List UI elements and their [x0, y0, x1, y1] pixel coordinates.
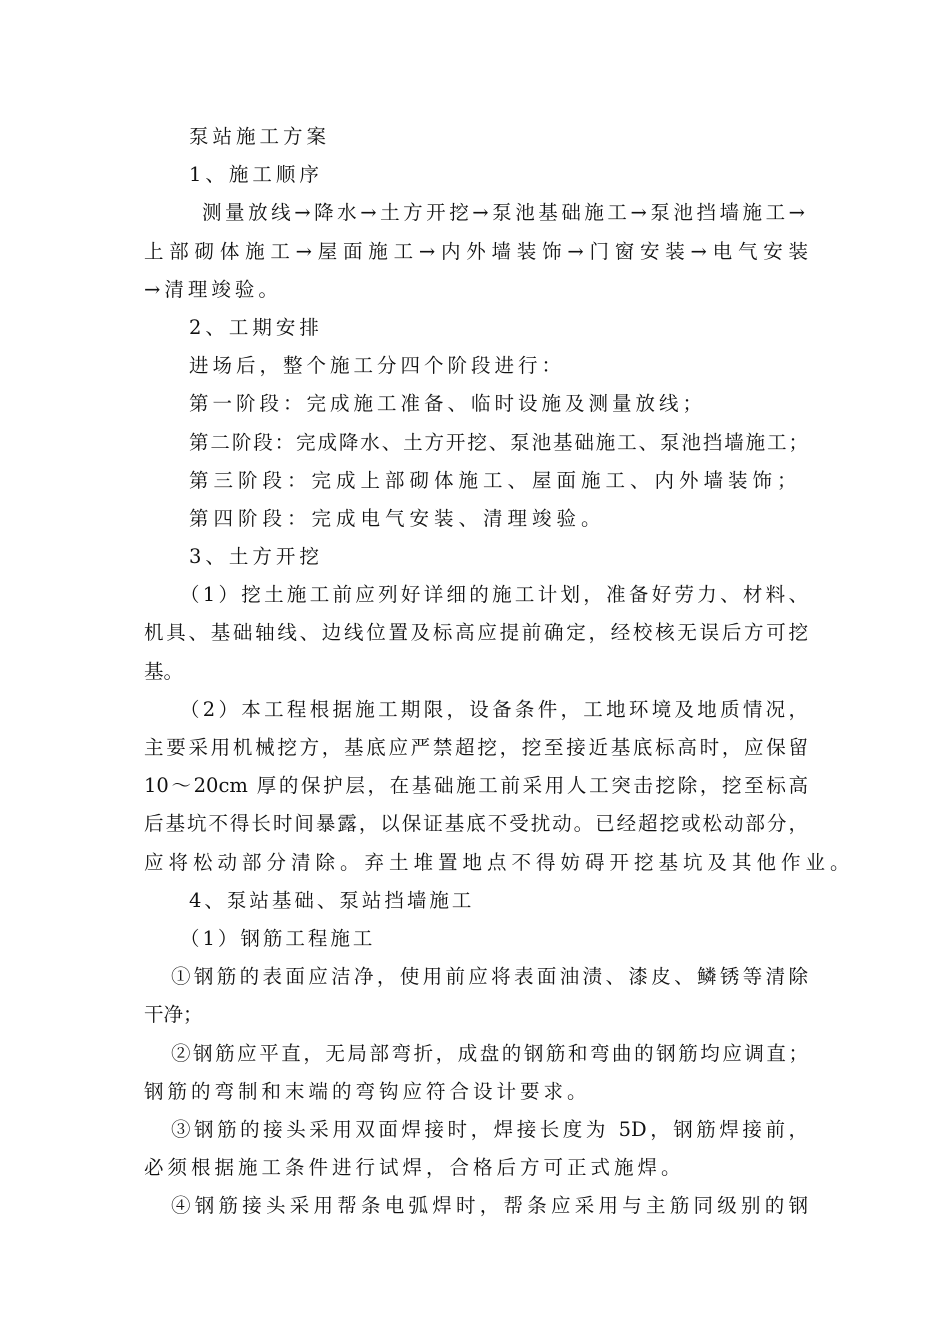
paragraph-line: 第三阶段：完成上部砌体施工、屋面施工、内外墙装饰；: [189, 468, 802, 492]
paragraph-line: （1）挖土施工前应列好详细的施工计划，准备好劳力、材料、: [180, 583, 808, 607]
document-body: [144, 118, 855, 1225]
paragraph-line: 机具、基础轴线、边线位置及标高应提前确定，经校核无误后方可挖: [144, 621, 808, 645]
section-heading-foundation: 4、泵站基础、泵站挡墙施工: [189, 888, 475, 912]
paragraph-line: 干净；: [144, 1003, 203, 1027]
paragraph-line: 必须根据施工条件进行试焊，合格后方可正式施焊。: [144, 1156, 685, 1180]
paragraph-line: →清理竣验。: [144, 277, 282, 301]
paragraph-line: 10～20cm 厚的保护层，在基础施工前采用人工突击挖除，挖至标高: [144, 774, 808, 798]
paragraph-line: 基。: [144, 659, 184, 683]
paragraph-line: 应将松动部分清除。弃土堆置地点不得妨碍开挖基坑及其他作业。: [144, 850, 855, 874]
paragraph-line: 上部砌体施工→屋面施工→内外墙装饰→门窗安装→电气安装: [144, 239, 808, 263]
paragraph-line: 钢筋的弯制和末端的弯钩应符合设计要求。: [144, 1079, 591, 1103]
subsection-heading-rebar: （1）钢筋工程施工: [180, 926, 376, 950]
document-title: 泵站施工方案: [189, 125, 331, 148]
paragraph-line: 后基坑不得长时间暴露，以保证基底不受扰动。已经超挖或松动部分，: [144, 812, 808, 836]
paragraph-line: 第二阶段：完成降水、土方开挖、泵池基础施工、泵池挡墙施工；: [189, 430, 808, 454]
section-heading-schedule: 2、工期安排: [189, 315, 323, 339]
section-heading-sequence: 1、施工顺序: [189, 163, 323, 187]
paragraph-line: ③钢筋的接头采用双面焊接时，焊接长度为 5D，钢筋焊接前，: [171, 1117, 808, 1141]
paragraph-line: （2）本工程根据施工期限，设备条件，工地环境及地质情况，: [180, 697, 808, 721]
paragraph-line: ②钢筋应平直，无局部弯折，成盘的钢筋和弯曲的钢筋均应调直；: [171, 1041, 808, 1065]
paragraph-line: 进场后，整个施工分四个阶段进行：: [189, 354, 566, 378]
section-heading-excavation: 3、土方开挖: [189, 545, 323, 569]
paragraph-line: 测量放线→降水→土方开挖→泵池基础施工→泵池挡墙施工→: [202, 201, 808, 225]
paragraph-line: 第一阶段：完成施工准备、临时设施及测量放线；: [189, 392, 707, 416]
paragraph-line: ④钢筋接头采用帮条电弧焊时，帮条应采用与主筋同级别的钢: [171, 1194, 808, 1218]
paragraph-line: 主要采用机械挖方，基底应严禁超挖，挖至接近基底标高时，应保留: [144, 736, 808, 759]
paragraph-line: ①钢筋的表面应洁净，使用前应将表面油渍、漆皮、鳞锈等清除: [171, 965, 808, 989]
paragraph-line: 第四阶段：完成电气安装、清理竣验。: [189, 506, 606, 530]
